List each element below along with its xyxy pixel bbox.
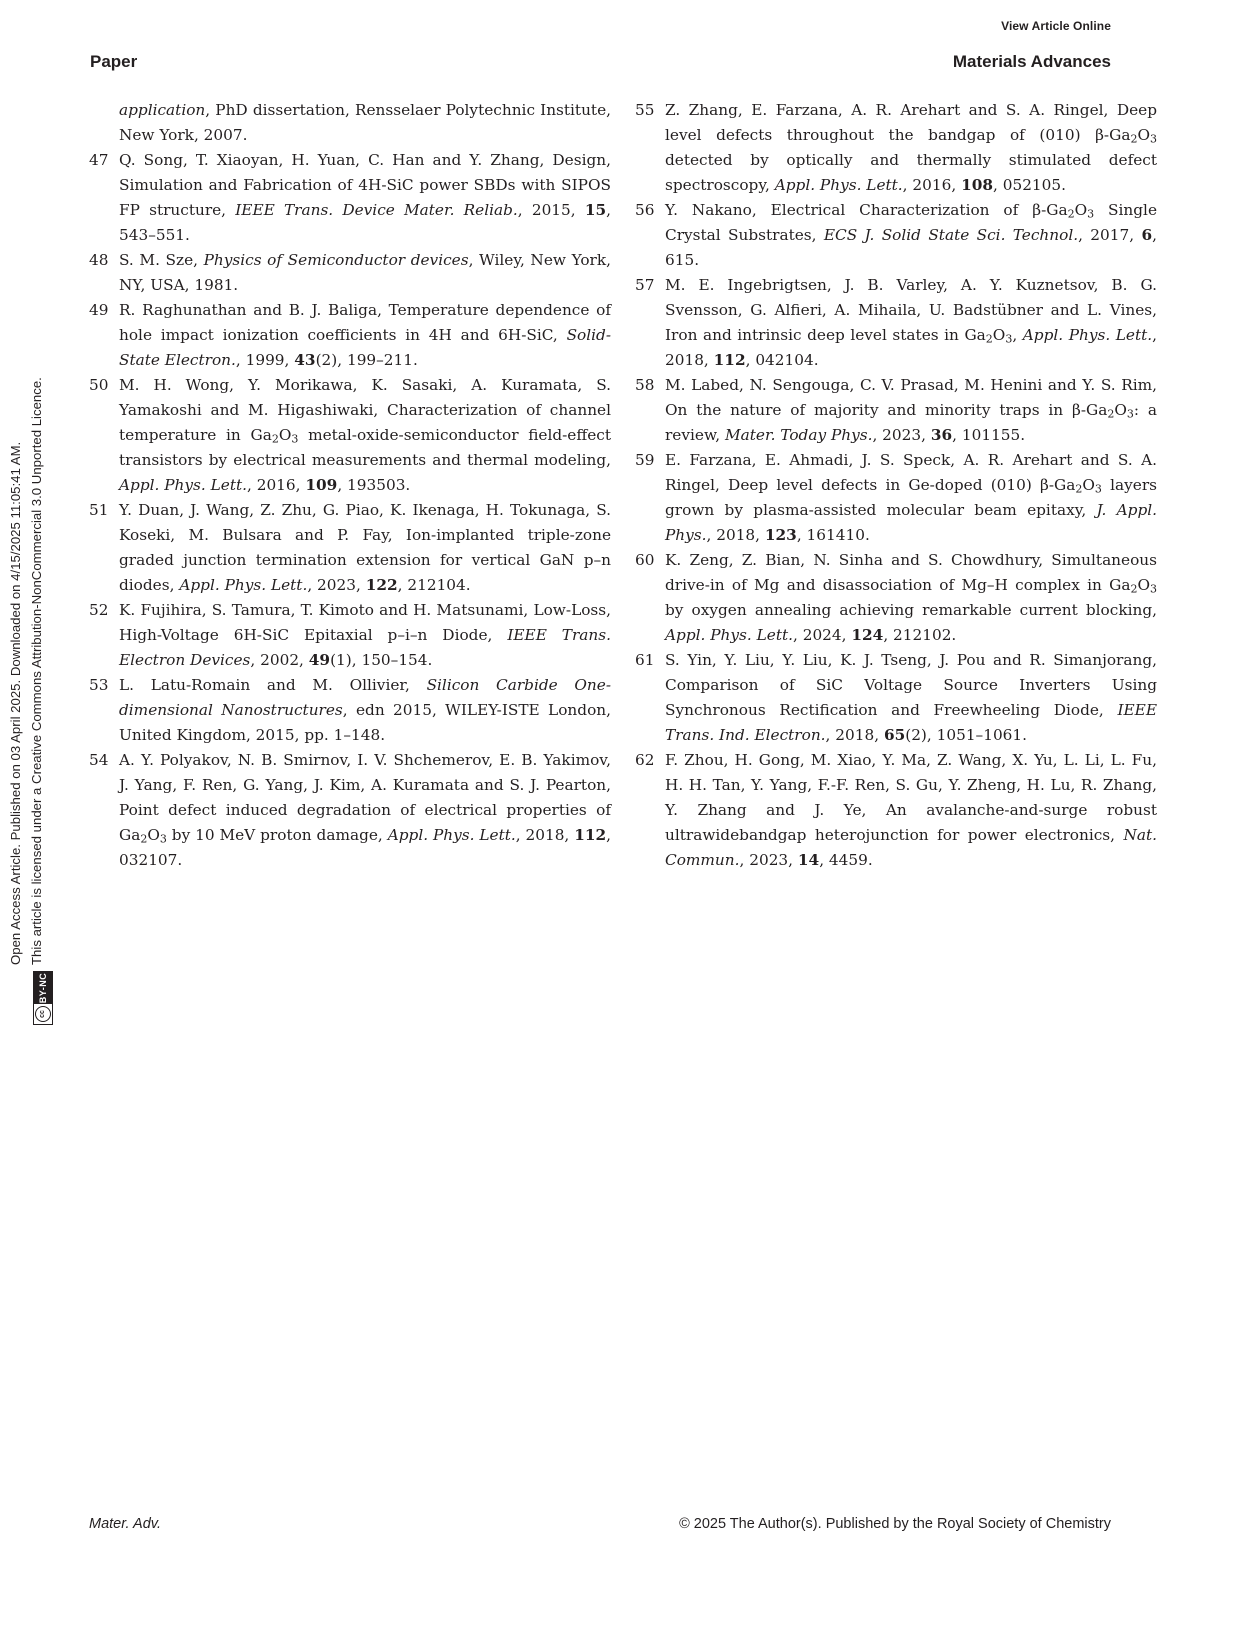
reference-item	[89, 498, 611, 598]
reference-item	[89, 148, 611, 248]
reference-text: K. Fujihira, S. Tamura, T. Kimoto and H. Matsunami, Low-Loss, High-Voltage 6H-SiC Epitaxial p–i–n Diode, IEEE Trans. Electron Devices, 2002, 49(1), 150–154.	[119, 601, 611, 669]
footer-journal-abbrev: Mater. Adv.	[89, 1516, 161, 1532]
reference-number: 48	[89, 251, 109, 269]
reference-text: S. Yin, Y. Liu, Y. Liu, K. J. Tseng, J. Pou and R. Simanjorang, Comparison of SiC Voltage Source Inverters Using Synchronous Rectification and Freewheeling Diode, IEEE Trans. Ind. Electron., 2018, 65(2), 1051–1061.	[665, 651, 1157, 744]
view-article-online-link[interactable]: View Article Online	[1001, 19, 1111, 33]
reference-number: 60	[635, 551, 655, 569]
reference-item	[635, 448, 1157, 548]
reference-text: L. Latu-Romain and M. Ollivier, Silicon Carbide One-dimensional Nanostructures, edn 2015, WILEY-ISTE London, United Kingdom, 2015, pp. 1–148.	[119, 676, 611, 744]
references-right-column	[635, 98, 1157, 873]
footer-copyright: © 2025 The Author(s). Published by the Royal Society of Chemistry	[679, 1516, 1111, 1532]
reference-text: A. Y. Polyakov, N. B. Smirnov, I. V. Shchemerov, E. B. Yakimov, J. Yang, F. Ren, G. Yang, J. Kim, A. Kuramata and S. J. Pearton, Point defect induced degradation of electrical properties of $Ga_2O_3$ by 10 MeV proton damage, Appl. Phys. Lett., 2018, 112, 032107.	[119, 751, 611, 869]
reference-text: K. Zeng, Z. Bian, N. Sinha and S. Chowdhury, Simultaneous drive-in of Mg and disassociation of Mg–H complex in $Ga_2O_3$ by oxygen annealing achieving remarkable current blocking, Appl. Phys. Lett., 2024, 124, 212102.	[665, 551, 1157, 644]
reference-item	[89, 748, 611, 873]
running-head-journal: Materials Advances	[952, 52, 1111, 71]
reference-text: M. E. Ingebrigtsen, J. B. Varley, A. Y. Kuznetsov, B. G. Svensson, G. Alfieri, A. Mihaila, U. Badstübner and L. Vines, Iron and intrinsic deep level states in $Ga_2O_3$, Appl. Phys. Lett., 2018, 112, 042104.	[665, 276, 1157, 369]
reference-text: Z. Zhang, E. Farzana, A. R. Arehart and S. A. Ringel, Deep level defects throughout the bandgap of (010) $\beta-Ga_2O_3$ detected by optically and thermally stimulated defect spectroscopy, Appl. Phys. Lett., 2016, 108, 052105.	[665, 101, 1157, 194]
reference-number: 47	[89, 151, 109, 169]
reference-item	[89, 373, 611, 498]
reference-text: E. Farzana, E. Ahmadi, J. S. Speck, A. R. Arehart and S. A. Ringel, Deep level defects in Ge-doped (010) $\beta-Ga_2O_3$ layers grown by plasma-assisted molecular beam epitaxy, J. Appl. Phys., 2018, 123, 161410.	[665, 451, 1157, 544]
reference-text: M. H. Wong, Y. Morikawa, K. Sasaki, A. Kuramata, S. Yamakoshi and M. Higashiwaki, Characterization of channel temperature in $Ga_2O_3$ metal-oxide-semiconductor field-effect transistors by electrical measurements and thermal modeling, Appl. Phys. Lett., 2016, 109, 193503.	[119, 376, 611, 494]
reference-text: F. Zhou, H. Gong, M. Xiao, Y. Ma, Z. Wang, X. Yu, L. Li, L. Fu, H. H. Tan, Y. Yang, F.-F. Ren, S. Gu, Y. Zheng, H. Lu, R. Zhang, Y. Zhang and J. Ye, An avalanche-and-surge robust ultrawidebandgap heterojunction for power electronics, Nat. Commun., 2023, 14, 4459.	[665, 751, 1157, 869]
reference-number: 62	[635, 751, 655, 769]
reference-item	[89, 248, 611, 298]
reference-number: 49	[89, 301, 109, 319]
running-head-section: Paper	[90, 52, 138, 71]
reference-text: Q. Song, T. Xiaoyan, H. Yuan, C. Han and Y. Zhang, Design, Simulation and Fabrication of 4H-SiC power SBDs with SIPOS FP structure, IEEE Trans. Device Mater. Reliab., 2015, 15, 543–551.	[119, 151, 611, 244]
reference-number: 56	[635, 201, 655, 219]
reference-text: S. M. Sze, Physics of Semiconductor devices, Wiley, New York, NY, USA, 1981.	[119, 251, 611, 294]
reference-text: Y. Duan, J. Wang, Z. Zhu, G. Piao, K. Ikenaga, H. Tokunaga, S. Koseki, M. Bulsara and P. Fay, Ion-implanted triple-zone graded junction termination extension for vertical GaN p–n diodes, Appl. Phys. Lett., 2023, 122, 212104.	[119, 501, 611, 594]
reference-item	[635, 198, 1157, 273]
reference-item	[89, 98, 611, 148]
reference-item	[635, 748, 1157, 873]
reference-number: 61	[635, 651, 655, 669]
reference-text: M. Labed, N. Sengouga, C. V. Prasad, M. Henini and Y. S. Rim, On the nature of majority and minority traps in $\beta-Ga_2O_3$: a review, Mater. Today Phys., 2023, 36, 101155.	[665, 376, 1157, 444]
open-access-sidebar	[8, 180, 58, 1025]
open-access-notice: Open Access Article. Published on 03 April 2025. Downloaded on 4/15/2025 11:05:41 AM.	[8, 441, 23, 965]
reference-number: 51	[89, 501, 109, 519]
reference-item	[635, 273, 1157, 373]
reference-item	[635, 373, 1157, 448]
licence-notice[interactable]: This article is licensed under a Creative Commons Attribution-NonCommercial 3.0 Unported Licence.	[29, 377, 44, 965]
cc-license-badge[interactable]	[33, 971, 53, 1025]
reference-number: 53	[89, 676, 109, 694]
reference-item	[89, 598, 611, 673]
reference-item	[635, 98, 1157, 198]
reference-number: 50	[89, 376, 109, 394]
reference-text: R. Raghunathan and B. J. Baliga, Temperature dependence of hole impact ionization coefficients in 4H and 6H-SiC, Solid-State Electron., 1999, 43(2), 199–211.	[119, 301, 611, 369]
reference-number: 52	[89, 601, 109, 619]
reference-item	[635, 648, 1157, 748]
reference-number: 54	[89, 751, 109, 769]
reference-number: 58	[635, 376, 655, 394]
reference-number: 57	[635, 276, 655, 294]
reference-item	[89, 673, 611, 748]
reference-number: 59	[635, 451, 655, 469]
reference-text: Y. Nakano, Electrical Characterization of $\beta-Ga_2O_3$ Single Crystal Substrates, ECS J. Solid State Sci. Technol., 2017, 6, 615.	[665, 201, 1158, 269]
reference-number: 55	[635, 101, 655, 119]
by-nc-label: BY-NC	[34, 972, 52, 1004]
reference-item	[635, 548, 1157, 648]
reference-item	[89, 298, 611, 373]
reference-text: application, PhD dissertation, Rensselaer Polytechnic Institute, New York, 2007.	[119, 101, 611, 144]
cc-icon: cc	[34, 1004, 52, 1024]
references-left-column	[89, 98, 611, 873]
